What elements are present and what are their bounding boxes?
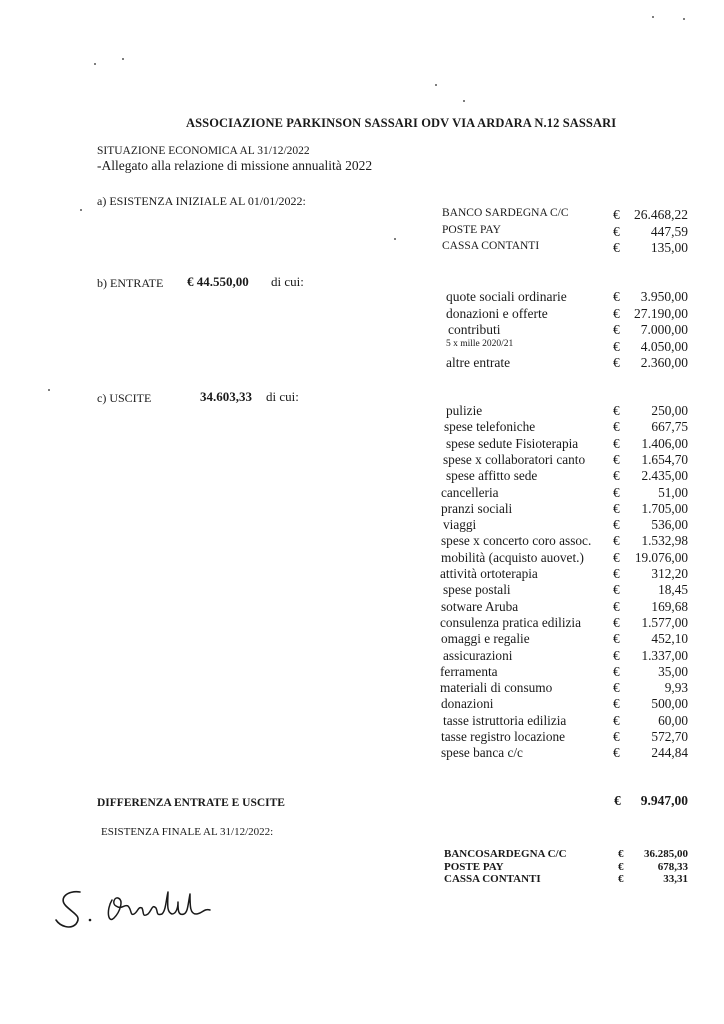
section-a-item-label: POSTE PAY bbox=[442, 223, 501, 236]
section-c-item-currency: € bbox=[613, 598, 620, 614]
section-c-item-currency: € bbox=[613, 729, 620, 744]
section-c-item-currency: € bbox=[613, 582, 620, 598]
section-b-amount: € 44.550,00 bbox=[187, 274, 249, 289]
esistenza-finale-item-value: 33,31 bbox=[663, 873, 688, 885]
difference-currency: € bbox=[614, 793, 621, 808]
section-c-suffix: di cui: bbox=[266, 389, 299, 404]
section-c-item-value: 1.406,00 bbox=[641, 435, 688, 451]
section-c-item-label: spese telefoniche bbox=[444, 419, 536, 435]
section-c-item-label: spese banca c/c bbox=[441, 745, 523, 761]
section-c-item-label: pulizie bbox=[446, 403, 483, 418]
section-c-item-value: 1.577,00 bbox=[641, 614, 688, 630]
section-b-item-label: 5 x mille 2020/21 bbox=[446, 338, 514, 349]
scan-speck bbox=[435, 84, 437, 86]
section-b-item-label: quote sociali ordinarie bbox=[446, 289, 567, 304]
section-c-item-label: omaggi e regalie bbox=[441, 631, 530, 647]
document-title: ASSOCIAZIONE PARKINSON SASSARI ODV VIA ARDARA N.12 SASSARI bbox=[186, 116, 617, 130]
scan-speck bbox=[652, 16, 654, 18]
report-subheading: -Allegato alla relazione di missione annualità 2022 bbox=[97, 158, 373, 173]
section-c-label: c) USCITE bbox=[97, 391, 152, 405]
section-c-item-label: tasse istruttoria edilizia bbox=[443, 712, 567, 728]
scan-speck bbox=[463, 100, 465, 102]
difference-value: 9.947,00 bbox=[640, 793, 688, 808]
section-b-item-currency: € bbox=[613, 305, 620, 321]
section-c-item-currency: € bbox=[613, 566, 620, 581]
section-c-item-label: consulenza pratica edilizia bbox=[440, 614, 582, 630]
section-b-label: b) ENTRATE bbox=[97, 276, 164, 290]
final-balance-label: ESISTENZA FINALE AL 31/12/2022: bbox=[101, 826, 274, 838]
section-c-item-label: assicurazioni bbox=[443, 647, 513, 663]
section-c-item-value: 51,00 bbox=[658, 484, 688, 500]
section-b-item-value: 3.950,00 bbox=[640, 289, 688, 304]
section-c-item-currency: € bbox=[613, 403, 620, 418]
section-c-item-label: ferramenta bbox=[440, 663, 498, 679]
section-b-item-currency: € bbox=[613, 289, 620, 304]
section-b-item-value: 2.360,00 bbox=[640, 355, 688, 370]
section-c-item-value: 9,93 bbox=[664, 680, 688, 696]
scan-speck bbox=[394, 238, 396, 240]
section-c-item-currency: € bbox=[613, 468, 620, 484]
section-c-item-label: viaggi bbox=[443, 517, 477, 533]
section-c-item-value: 667,75 bbox=[651, 419, 688, 435]
section-c-item-value: 1.654,70 bbox=[641, 451, 688, 467]
scan-speck bbox=[80, 209, 82, 211]
section-c-item-value: 60,00 bbox=[658, 712, 688, 728]
section-a-item-currency: € bbox=[613, 240, 620, 255]
section-b-item-value: 7.000,00 bbox=[640, 322, 688, 337]
scan-speck bbox=[683, 18, 685, 20]
esistenza-finale-item-value: 678,33 bbox=[657, 860, 688, 873]
section-b-item-currency: € bbox=[613, 338, 620, 354]
section-c-item-currency: € bbox=[613, 696, 620, 712]
section-c-item-currency: € bbox=[613, 451, 620, 467]
esistenza-finale-item-currency: € bbox=[618, 860, 624, 873]
esistenza-finale-item-currency: € bbox=[618, 873, 624, 885]
esistenza-finale-item-label: POSTE PAY bbox=[444, 860, 504, 873]
section-c-item-label: attività ortoterapia bbox=[440, 566, 538, 581]
section-a-item-currency: € bbox=[613, 223, 620, 239]
esistenza-finale-item-label: CASSA CONTANTI bbox=[444, 873, 541, 885]
section-c-item-currency: € bbox=[613, 614, 620, 630]
esistenza-finale-item-label: BANCOSARDEGNA C/C bbox=[444, 848, 567, 860]
report-heading: SITUAZIONE ECONOMICA AL 31/12/2022 bbox=[97, 145, 310, 157]
section-c-item-currency: € bbox=[613, 435, 620, 451]
section-b-item-value: 27.190,00 bbox=[634, 305, 688, 321]
section-c-item-label: donazioni bbox=[441, 696, 494, 712]
section-c-item-value: 18,45 bbox=[658, 582, 688, 598]
section-c-item-value: 2.435,00 bbox=[641, 468, 688, 484]
section-c-item-value: 250,00 bbox=[651, 403, 688, 418]
scan-speck bbox=[94, 63, 96, 65]
section-a-item-value: 447,59 bbox=[650, 223, 688, 239]
section-c-item-currency: € bbox=[613, 647, 620, 663]
section-c-item-value: 19.076,00 bbox=[634, 549, 688, 565]
section-c-item-currency: € bbox=[613, 419, 620, 435]
section-c-item-label: materiali di consumo bbox=[440, 680, 553, 696]
section-c-item-value: 572,70 bbox=[651, 729, 688, 744]
section-c-item-label: spese sedute Fisioterapia bbox=[446, 435, 579, 451]
section-c-item-value: 244,84 bbox=[651, 745, 688, 761]
section-a-item-label: BANCO SARDEGNA C/C bbox=[442, 207, 569, 219]
section-c-item-currency: € bbox=[613, 631, 620, 647]
section-c-item-currency: € bbox=[613, 533, 620, 549]
section-c-item-value: 1.532,98 bbox=[641, 533, 688, 549]
section-c-item-currency: € bbox=[613, 663, 620, 679]
section-b-item-label: contributi bbox=[448, 322, 501, 337]
section-b-suffix: di cui: bbox=[271, 274, 304, 289]
esistenza-finale-item-currency: € bbox=[618, 848, 624, 860]
section-c-item-currency: € bbox=[613, 500, 620, 516]
section-c-item-currency: € bbox=[613, 484, 620, 500]
section-b-item-label: altre entrate bbox=[446, 355, 511, 370]
section-b-item-value: 4.050,00 bbox=[640, 338, 688, 354]
section-c-item-value: 500,00 bbox=[651, 696, 688, 712]
handwritten-signature bbox=[54, 884, 254, 934]
section-c-item-value: 536,00 bbox=[651, 517, 688, 533]
section-c-item-value: 35,00 bbox=[658, 663, 688, 679]
section-a-label: a) ESISTENZA INIZIALE AL 01/01/2022: bbox=[97, 194, 306, 208]
scan-speck bbox=[122, 58, 124, 60]
section-c-item-currency: € bbox=[613, 517, 620, 533]
section-c-item-label: pranzi sociali bbox=[441, 500, 513, 516]
section-a-item-currency: € bbox=[613, 207, 620, 222]
difference-label: DIFFERENZA ENTRATE E USCITE bbox=[97, 797, 285, 809]
section-c-item-value: 452,10 bbox=[651, 631, 688, 647]
section-c-item-label: sotware Aruba bbox=[441, 598, 519, 614]
section-a-item-value: 135,00 bbox=[650, 240, 688, 255]
scan-speck bbox=[48, 389, 50, 391]
section-c-item-label: spese x collaboratori canto bbox=[443, 451, 586, 467]
section-c-item-label: cancelleria bbox=[441, 484, 499, 500]
section-c-item-value: 1.705,00 bbox=[641, 500, 688, 516]
esistenza-finale-item-value: 36.285,00 bbox=[644, 848, 688, 860]
section-c-item-label: mobilità (acquisto auovet.) bbox=[441, 549, 584, 565]
section-c-item-currency: € bbox=[613, 680, 620, 696]
section-b-item-currency: € bbox=[613, 355, 620, 370]
section-b-item-currency: € bbox=[613, 322, 620, 337]
section-c-item-currency: € bbox=[613, 745, 620, 761]
section-c-amount: 34.603,33 bbox=[200, 389, 252, 404]
section-a-item-label: CASSA CONTANTI bbox=[442, 240, 540, 252]
section-c-item-value: 312,20 bbox=[651, 566, 688, 581]
section-c-item-currency: € bbox=[613, 549, 620, 565]
section-c-item-label: tasse registro locazione bbox=[441, 729, 566, 744]
section-b-item-label: donazioni e offerte bbox=[446, 305, 548, 321]
section-a-item-value: 26.468,22 bbox=[634, 207, 688, 222]
section-c-item-value: 169,68 bbox=[651, 598, 688, 614]
section-c-item-value: 1.337,00 bbox=[641, 647, 688, 663]
section-c-item-label: spese postali bbox=[443, 582, 511, 598]
section-c-item-currency: € bbox=[613, 712, 620, 728]
section-c-item-label: spese x concerto coro assoc. bbox=[441, 533, 592, 549]
section-c-item-label: spese affitto sede bbox=[446, 468, 538, 484]
